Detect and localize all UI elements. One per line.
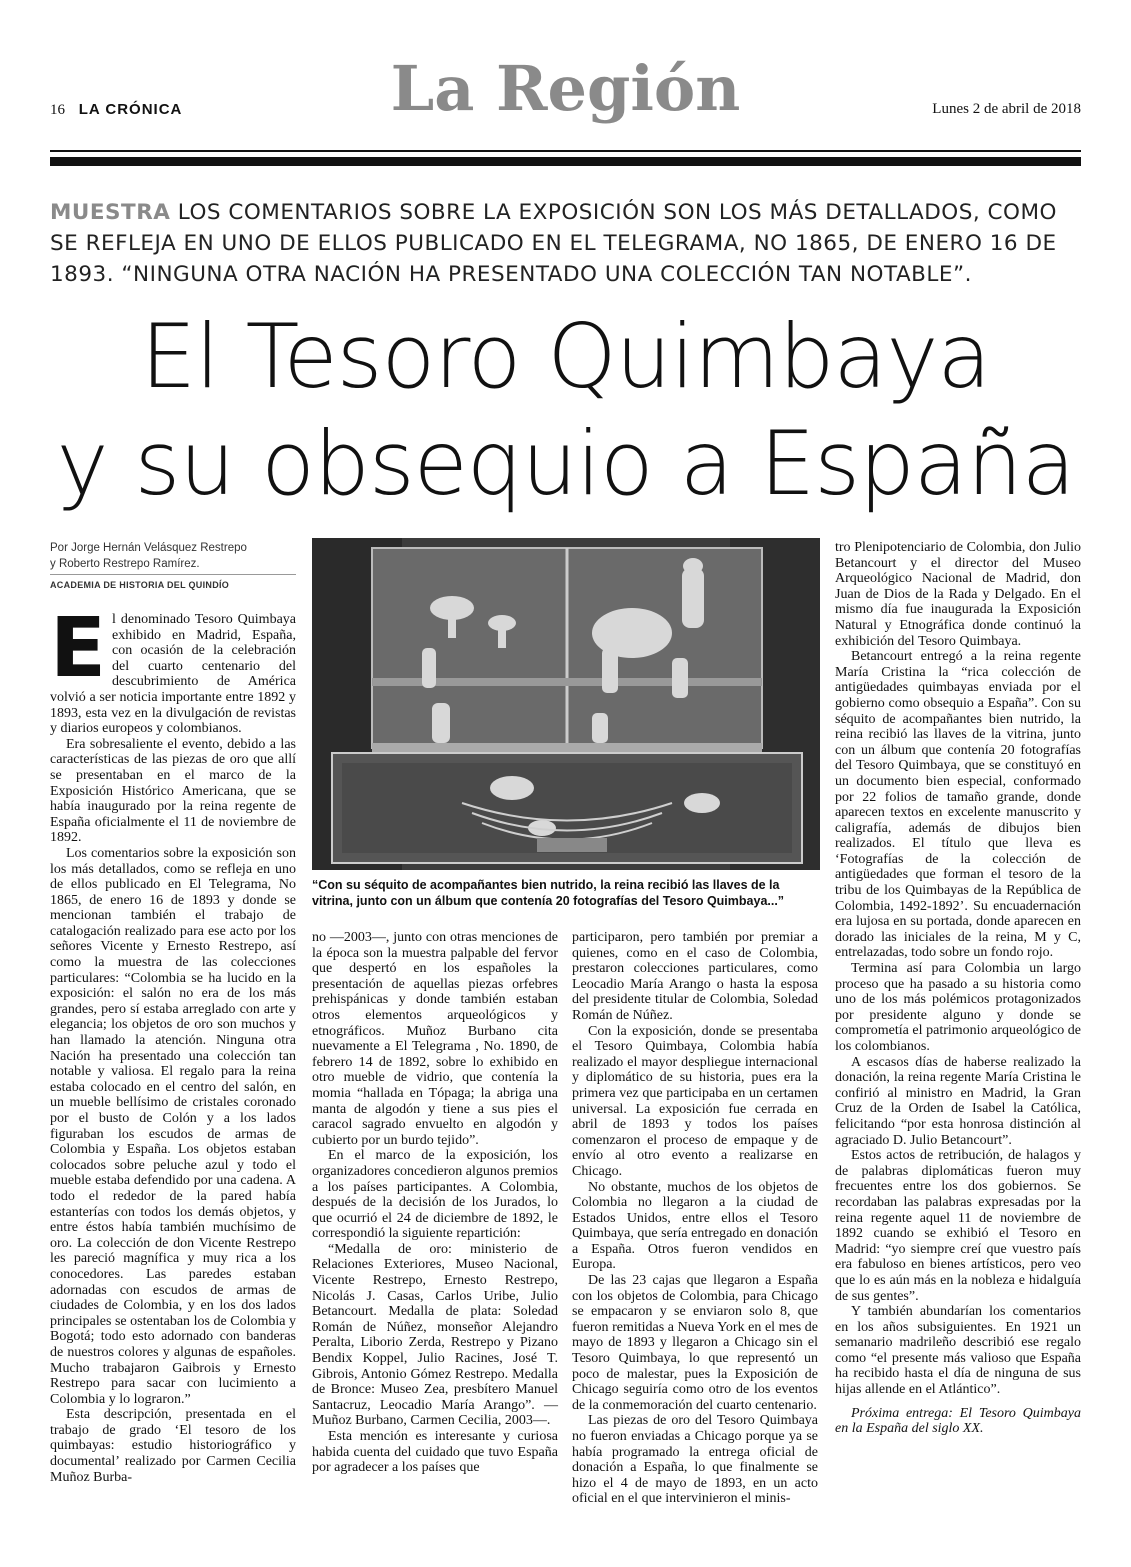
issue-date: Lunes 2 de abril de 2018 (932, 101, 1081, 117)
paragraph: Con la exposición, donde se presentaba el Tesoro Quimbaya, Colombia había realizado el mayor despliegue internacional y diplomático de su historia, pues era la primera vez que participaba en un certamen universal. La exposición fue cerrada en abril de 1893 y todos los países comenzaron el proceso de empaque y de envío al otro evento a realizarse en Chicago. (572, 1023, 818, 1179)
exhibit-photo (312, 538, 820, 870)
paragraph: Estos actos de retribución, de halagos y de palabras diplomáticas fueron muy frecuentes entre los dos gobiernos. Se recordaban las palabras expresadas por la reina regente aquel 11 de noviembre de 1892 cuando se exhibió el Tesoro en Madrid: “yo siempre creí que vuestro país era fabuloso en bienes artísticos, pero veo que lo es aún más en la nobleza e hidalguía de sus gentes”. (835, 1148, 1081, 1304)
paragraph: Betancourt entregó a la reina regente María Cristina la “rica colección de antigüedades quimbayas enviada por el gobierno como obsequio a España”. Con su séquito de acompañantes bien nutrido, la reina recibió las llaves de la vitrina, junto con un álbum que contenía 20 fotografías del Tesoro Quimbaya, que se constituyó en un documento bien especial, conformado por 22 folios de tamaño grande, donde aparecen textos en excelente manuscrito y caligrafía, además de dibujos bien realizados. El título que lleva es ‘Fotografías de la colección de antigüedades que forman el tesoro de la tribu de los Quimbayas de la República de Colombia, 1492-1892’. Su encuadernación era lujosa en su portada, donde aparecen en dorado las iniciales de la reina, M y C, entrelazadas, todo sobre un fondo rojo. (835, 649, 1081, 961)
header-rule-thick (50, 157, 1081, 166)
next-issue-note: Próxima entrega: El Tesoro Quimbaya en la España del siglo XX. (835, 1405, 1081, 1437)
byline-affiliation: ACADEMIA DE HISTORIA DEL QUINDÍO (50, 574, 296, 593)
drop-cap: E (50, 601, 107, 696)
byline (50, 540, 296, 593)
paragraph: Esta mención es interesante y curiosa habida cuenta del cuidado que tuvo España por agradecer a los países que (312, 1429, 558, 1476)
photo-caption: “Con su séquito de acompañantes bien nutrido, la reina recibió las llaves de la vitrina, junto con un álbum que contenía 20 fotografías del Tesoro Quimbaya...” (312, 878, 785, 908)
paragraph: Era sobresaliente el evento, debido a las características de las piezas de oro que allí se presentaban en el marco de la Exposición Histórico Americana, que se había inaugurado por la reina regente de España oficialmente el 11 de noviembre de 1892. (50, 736, 296, 846)
paragraph: Las piezas de oro del Tesoro Quimbaya no fueron enviadas a Chicago porque ya se había programado la entrega oficial de donación a España, lo que finalmente se hizo el 4 de mayo de 1893, en un acto oficial en el que intervinieron el minis- (572, 1413, 818, 1507)
paragraph: Y también abundarían los comentarios en los años subsiguientes. En 1921 un semanario madrileño describió ese regalo como “el presente más valioso que España ha recibido hasta el día de ninguna de sus hijas allende en el Atlántico”. (835, 1304, 1081, 1398)
paragraph: Termina así para Colombia un largo proceso que ha pasado a su historia como uno de los más polémicos protagonizados por presidente alguno y donde se comprometía el patrimonio arqueológico de los colombianos. (835, 961, 1081, 1054)
paragraph: tro Plenipotenciario de Colombia, don Julio Betancourt y el director del Museo Arqueológico Nacional de Madrid, don Juan de Dios de la Rada y Delgado. En el mismo día fue inaugurada la Exposición Natural y Etnográfica donde continuó la exhibición del Tesoro Quimbaya. (835, 540, 1081, 649)
paragraph: En el marco de la exposición, los organizadores concedieron algunos premios a los países participantes. A Colombia, después de la decisión de los Jurados, lo que ocurrió el 24 de diciembre de 1892, le correspondió la siguiente repartición: (312, 1148, 558, 1242)
paragraph: Los comentarios sobre la exposición son los más detallados, como se refleja en uno de ellos publicado en El Telegrama, No 1865, de enero 16 de 1893 y donde se mencionan también el trabajo de catalogación realizado para ese acto por los señores Vicente y Ernesto Restrepo, así como la muestra de las colecciones particulares: “Colombia se ha lucido en la exposición: el salón no era de los más grandes, pero sí estaba arreglado con arte y elegancia; los objetos de oro son muchos y han llamado la atención. Ninguna otra Nación ha presentado una colección tan notable y valiosa. El regalo para la reina estaba colocado en el centro del salón, en un mueble bellísimo de cristales coronado por el busto de Colón y a los lados figuraban los escudos de armas de Colombia y España. Los objetos estaban colocados sobre peluche azul y todo el mueble estaba defendido por una cadena. A todo el rededor de la pared había estanterías con todos los demás objetos, y entre éstos había también muchísimo de oro. La colección de don Vicente Restrepo les pareció magnífica y muy rica a los conocedores. Las paredes estaban adornadas con escudos de armas de ciudades de Colombia, y en los dos lados principales se ostentaban los de Colombia y Bogotá; todo esto adornado con banderas de nuestros colores y algunas de españoles. Mucho trabajaron Gaibrois y Ernesto Restrepo para sacar con lucimiento a Colombia y lo lograron.” (50, 845, 296, 1407)
newspaper-name: LA CRÓNICA (78, 101, 183, 118)
dek-kicker: MUESTRA (50, 200, 171, 225)
headline-line-2: y su obsequio a España (56, 412, 1075, 515)
dek-text: LOS COMENTARIOS SOBRE LA EXPOSICIÓN SON LOS MÁS DETALLADOS, COMO SE REFLEJA EN UNO DE ELLOS PUBLICADO EN EL TELEGRAMA, NO 1865, DE ENERO 16 DE 1893. “NINGUNA OTRA NACIÓN HA PRESENTADO UNA COLECCIÓN TAN NOTABLE”. (50, 200, 1057, 287)
display-case-illustration (312, 538, 820, 870)
byline-authors-1: Por Jorge Hernán Velásquez Restrepo (50, 542, 247, 554)
header-rule-thin (50, 150, 1081, 152)
article-column-2 (312, 930, 558, 1476)
article-column-4 (835, 540, 1081, 1437)
paragraph: No obstante, muchos de los objetos de Colombia no llegaron a la ciudad de Estados Unidos, entre ellos el Tesoro Quimbaya, que sería entregado en donación a España. Otros fueron vendidos en Europa. (572, 1179, 818, 1273)
headline-line-1: El Tesoro Quimbaya (140, 305, 991, 408)
article-column-3 (572, 930, 818, 1507)
section-title: La Región (390, 52, 741, 125)
dek (50, 197, 1090, 290)
paragraph: Esta descripción, presentada en el trabajo de grado ‘El tesoro de los quimbayas: estudio historiográfico y documental’ realizado por Carmen Cecilia Muñoz Burba- (50, 1407, 296, 1485)
paragraph: l denominado Tesoro Quimbaya exhibido en Madrid, España, con ocasión de la celebración del cuarto centenario del descubrimiento de América volvió a ser noticia importante entre 1892 y 1893, esta vez en la divulgación de revistas y diarios europeos y colombianos. (50, 612, 296, 737)
paragraph: no —2003—, junto con otras menciones de la época son la muestra palpable del fervor que despertó en los españoles la presentación de aquellas piezas orfebres prehispánicas y donde también estaban otros elementos arqueológicos y etnográficos. Muñoz Burbano cita nuevamente a El Telegrama , No. 1890, de febrero 14 de 1892, sobre lo exhibido en otro mueble de vidrio, que contenía la momia “hallada en Tópaga; la abriga una manta de algodón y tiene a sus pies el caracol sagrado envuelto en algodón y cubierto por un burdo tejido”. (312, 930, 558, 1148)
headline (40, 303, 1091, 517)
paragraph: “Medalla de oro: ministerio de Relaciones Exteriores, Museo Nacional, Vicente Restrepo, Ernesto Restrepo, Nicolás J. Casas, Carlos Uribe, Julio Betancourt. Medalla de plata: Soledad Román de Núñez, monseñor Alejandro Peralta, Liborio Zerda, Restrepo y Pizano Bendix Koppel, Julio Racines, José T. Gibrois, Antonio Gómez Restrepo. Medalla de Bronce: Museo Zea, presbítero Manuel Santacruz, Leocadio María Arango”. —Muñoz Burbano, Carmen Cecilia, 2003—. (312, 1241, 558, 1429)
page-number: 16 (50, 102, 65, 118)
paragraph: De las 23 cajas que llegaron a España con los objetos de Colombia, para Chicago se empacaron y se enviaron solo 8, que fueron remitidas a Nueva York en el mes de mayo de 1893 y llegaron a Chicago sin el Tesoro Quimbaya, lo que representó un poco de malestar, pues la Exposición de Chicago seguiría como otro de los eventos de la conmemoración del cuarto centenario. (572, 1273, 818, 1413)
article-column-1 (50, 601, 296, 1485)
byline-authors-2: y Roberto Restrepo Ramírez. (50, 558, 200, 570)
paragraph: A escasos días de haberse realizado la donación, la reina regente María Cristina le confirió al ministro en Madrid, la Gran Cruz de la Orden de Isabel la Católica, felicitando “por esta honrosa distinción al agraciado D. Julio Betancourt”. (835, 1054, 1081, 1148)
paragraph: participaron, pero también por premiar a quienes, como en el caso de Colombia, prestaron colecciones particulares, como Leocadio María Arango o hasta la esposa del presidente titular de Colombia, Soledad Román de Núñez. (572, 930, 818, 1023)
